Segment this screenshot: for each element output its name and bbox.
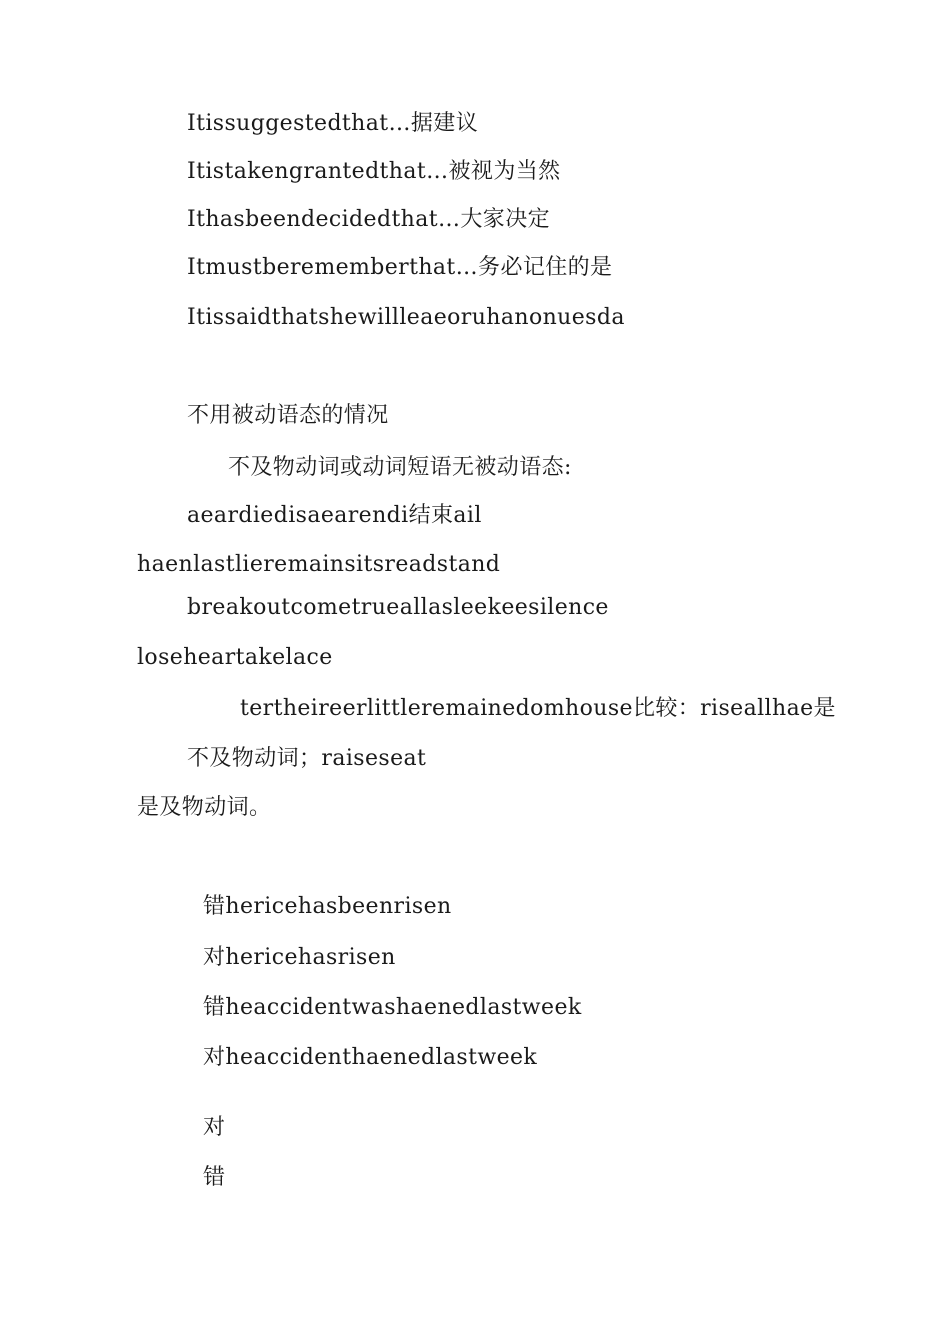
- example-line-3: breakoutcometrueallasleekeesilence: [187, 595, 609, 620]
- section-heading: 不用被动语态的情况: [187, 403, 389, 428]
- right-marker: 对: [203, 1115, 226, 1140]
- right-example-1: 对hericehasrisen: [203, 945, 396, 970]
- example-line-2: haenlastlieremainsitsreadstand: [137, 552, 501, 577]
- example-line-1: aeardiedisaearendi结束ail: [187, 503, 482, 528]
- right-example-2: 对heaccidenthaenedlastweek: [203, 1045, 538, 1070]
- comparison-line-2: 不及物动词；raiseseat: [187, 746, 427, 771]
- wrong-marker: 错: [203, 1165, 226, 1190]
- comparison-line: tertheireerlittleremainedomhouse比较：riseallhae是: [240, 696, 836, 721]
- phrase-line-suggested: Itissuggestedthat…据建议: [187, 111, 479, 136]
- phrase-line-said: Itissaidthatshewillleaeoruhanonuesda: [187, 305, 625, 330]
- wrong-example-1: 错hericehasbeenrisen: [203, 894, 452, 919]
- rule-text: 不及物动词或动词短语无被动语态:: [228, 455, 572, 480]
- example-line-4: loseheartakelace: [137, 645, 333, 670]
- phrase-line-remember: Itmustberememberthat…务必记住的是: [187, 255, 613, 280]
- phrase-line-decided: Ithasbeendecidedthat…大家决定: [187, 207, 551, 232]
- phrase-line-granted: Itistakengrantedthat…被视为当然: [187, 159, 561, 184]
- wrong-example-2: 错heaccidentwashaenedlastweek: [203, 995, 582, 1020]
- comparison-line-3: 是及物动词。: [137, 795, 272, 820]
